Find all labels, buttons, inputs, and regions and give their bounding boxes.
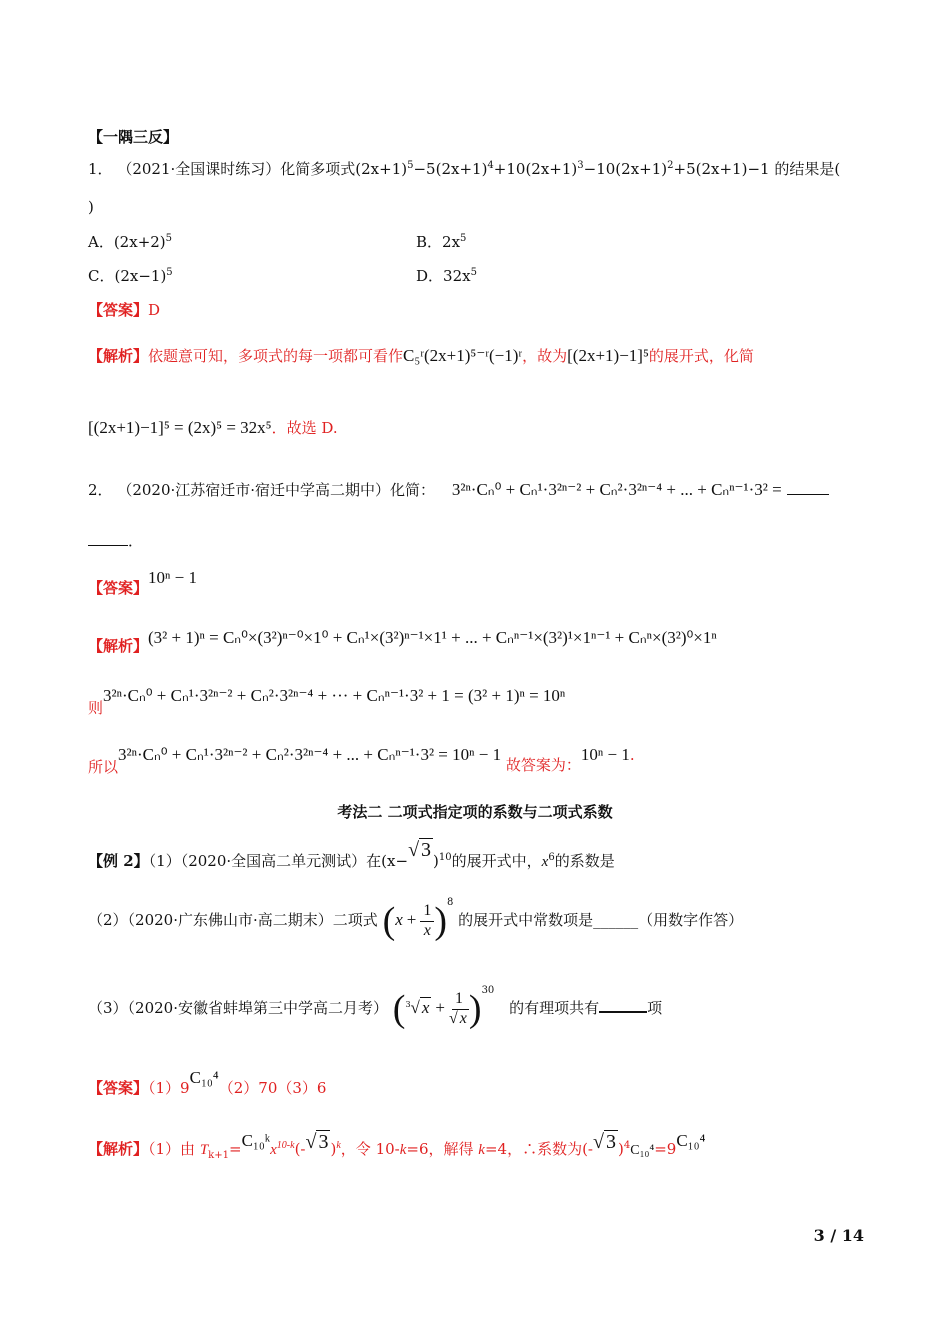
q1-analysis-term2: [(2x+1)−1]⁵	[567, 346, 649, 365]
q2-then-label: 则	[88, 699, 104, 717]
q1-option-b	[416, 233, 466, 251]
q2-answer	[88, 568, 197, 597]
ex2-p1-sqrt-arg: 3	[421, 839, 432, 861]
q1-opt-c-text: C．(2x−1)	[88, 267, 167, 285]
method-heading: 考法二 二项式指定项的系数与二项式系数	[337, 803, 613, 821]
q1-option-a	[88, 233, 172, 251]
q2-answer-blank[interactable]	[787, 494, 829, 495]
q1-opt-a-exp: 5	[165, 233, 173, 244]
ex2-p3-plus: +	[435, 998, 446, 1017]
ex2-p1-source: （2020·全国高二单元测试）	[180, 852, 367, 870]
q1-opt-d-text: D．32x	[416, 267, 471, 285]
q2-source: （2020·江苏宿迁市·宿迁中学高二期中）	[117, 481, 391, 499]
ex2-label: 【例 2】	[88, 852, 149, 870]
ex2-p1-x: x	[541, 854, 549, 870]
q1-analysis-label: 【解析】	[88, 347, 149, 365]
ex2-analysis-g-exp: 4	[623, 1140, 631, 1151]
ex2-analysis-binom3: C₁₀⁴	[676, 1131, 706, 1150]
ex2-analysis-x: x	[270, 1142, 277, 1158]
ex2-analysis-T: T	[199, 1142, 209, 1158]
q2-number: 2．	[88, 481, 113, 499]
section-heading: 【一隅三反】	[88, 128, 179, 146]
ex2-analysis-e: =6，解得	[406, 1140, 479, 1158]
ex2-p1-stem-d: 的系数是	[554, 852, 615, 870]
q1-answer-label: 【答案】	[88, 301, 149, 319]
ex2-answer-label: 【答案】	[88, 1079, 149, 1097]
q1-stem-c: +10(2x+1)	[493, 160, 578, 178]
ex2-p1-stem-a: 在(x−	[366, 852, 409, 870]
q1-source: （2021·全国课时练习）	[117, 160, 281, 178]
ex2-analysis-k2: k	[399, 1142, 407, 1158]
q2-final-value: 10ⁿ − 1	[580, 745, 630, 764]
q1-opt-a-text: A．(2x+2)	[88, 233, 166, 251]
sqrt-icon: √ 3	[593, 1131, 616, 1153]
ex2-part2	[88, 897, 744, 942]
ex2-p1-num: （1）	[148, 852, 181, 870]
ex2-answer	[88, 1068, 327, 1098]
ex2-p3-answer-blank[interactable]	[599, 1011, 647, 1013]
q1-stem-d: −10(2x+1)	[583, 160, 668, 178]
ex2-analysis-c: )	[330, 1140, 337, 1158]
q2-stem-line2	[88, 532, 143, 550]
q2-expression: 3²ⁿ·Cₙ⁰ + Cₙ¹·3²ⁿ⁻² + Cₙ²·3²ⁿ⁻⁴ + ... + Cₙⁿ⁻¹·3² =	[451, 480, 782, 499]
q1-stem-a: 化简多项式(2x+1)	[280, 160, 408, 178]
ex2-p1-stem-b: )	[433, 852, 439, 870]
ex2-analysis-binom: C₁₀ᵏ	[241, 1131, 271, 1150]
q2-so-label: 所以	[88, 758, 119, 776]
ex2-p2-stem-b: 的展开式中常数项是______（用数字作答）	[458, 911, 744, 929]
ex2-analysis-k-exp: k	[336, 1140, 341, 1151]
q1-analysis-b: ，故为	[522, 347, 568, 365]
ex2-p3-num: （3）	[88, 999, 128, 1017]
q2-period: ．	[128, 532, 144, 550]
ex2-answer-3: （3）6	[277, 1079, 327, 1097]
q1-exp4: 4	[487, 160, 494, 171]
q1-opt-c-exp: 5	[166, 267, 173, 278]
ex2-analysis-k3: k	[478, 1142, 485, 1158]
q2-final-label: 故答案为：	[505, 756, 581, 774]
ex2-answer-1: （1）9	[148, 1079, 190, 1097]
ex2-p2-source: （2020·广东佛山市·高二期末）	[127, 911, 333, 929]
q1-answer-value: D	[148, 301, 161, 319]
ex2-p3-stem-b: 的有理项共有	[509, 999, 600, 1017]
ex2-p3-frac-den: x	[459, 1009, 467, 1027]
q2-answer-value: 10ⁿ − 1	[148, 568, 197, 587]
ex2-analysis-eq: =	[228, 1140, 242, 1158]
q2-answer-label: 【答案】	[88, 579, 149, 597]
ex2-p2-num: （2）	[88, 911, 128, 929]
left-paren-icon: (	[392, 988, 406, 1030]
cube-root-icon: √ x	[410, 998, 430, 1017]
q1-stem-e: +5(2x+1)−1 的结果是(	[673, 160, 841, 178]
ex2-analysis-sqrt-arg: 3	[318, 1131, 329, 1153]
ex2-part1	[88, 839, 615, 872]
ex2-analysis	[88, 1131, 706, 1161]
page-number: 3 / 14	[813, 1226, 864, 1245]
ex2-analysis-a: （1）由	[148, 1140, 200, 1158]
q1-stem	[88, 160, 840, 178]
q2-analysis-eq3: 3²ⁿ·Cₙ⁰ + Cₙ¹·3²ⁿ⁻² + Cₙ²·3²ⁿ⁻⁴ + ... + Cₙⁿ⁻¹·3² = 10ⁿ − 1	[118, 745, 502, 764]
q1-answer	[88, 301, 160, 319]
ex2-p2-exp: 8	[447, 897, 454, 908]
ex2-analysis-g: )	[618, 1140, 624, 1158]
q1-exp3: 3	[577, 160, 584, 171]
q2-stem	[88, 480, 829, 500]
ex2-analysis-T-sub: k+1	[208, 1150, 229, 1161]
ex2-analysis-sqrt2-arg: 3	[606, 1131, 616, 1153]
ex2-p2-plus: +	[406, 910, 417, 929]
q1-analysis	[88, 346, 754, 366]
q2-final-period: .	[629, 746, 635, 764]
ex2-part3	[88, 985, 663, 1030]
ex2-p2-frac-num: 1	[420, 902, 434, 921]
q1-analysis-term: C₅ʳ(2x+1)⁵⁻ʳ(−1)ʳ	[403, 346, 523, 365]
right-paren-icon: )	[434, 900, 448, 942]
ex2-p3-exp: 30	[481, 985, 495, 996]
ex2-p3-frac-num: 1	[452, 990, 466, 1009]
ex2-p2-frac-den: x	[423, 921, 431, 939]
q1-opt-b-exp: 5	[460, 233, 467, 244]
ex2-analysis-label: 【解析】	[88, 1140, 149, 1158]
sqrt-icon: √ 3	[408, 839, 432, 861]
q1-number: 1．	[88, 160, 113, 178]
ex2-p2-fraction	[420, 902, 434, 940]
ex2-p1-stem-c: 的展开式中，	[451, 852, 542, 870]
q1-exp2: 2	[667, 160, 674, 171]
q1-exp5: 5	[407, 160, 414, 171]
ex2-p2-x: x	[395, 910, 403, 929]
ex2-answer-2: （2）70	[218, 1079, 278, 1097]
right-paren-icon: )	[468, 988, 482, 1030]
ex2-analysis-x-exp: 10-k	[276, 1140, 295, 1151]
ex2-analysis-d: ，令 10-	[340, 1140, 400, 1158]
q2-stem-text: 化简：	[390, 481, 436, 499]
q1-analysis-a: 依题意可知，多项式的每一项都可看作	[148, 347, 404, 365]
ex2-p1-x-exp: 6	[548, 852, 555, 863]
sqrt-icon: √ 3	[305, 1131, 329, 1153]
ex2-p3-fraction	[449, 990, 469, 1028]
ex2-p2-stem-a: 二项式	[332, 911, 378, 929]
ex2-p3-x: x	[421, 998, 430, 1017]
q1-analysis-end: ．故选 D.	[271, 419, 338, 437]
ex2-answer-1-binom: C₁₀⁴	[189, 1068, 219, 1087]
q1-opt-b-text: B．2x	[416, 233, 461, 251]
q2-answer-blank-cont[interactable]	[88, 545, 128, 546]
q2-analysis	[88, 628, 717, 655]
q1-analysis-eq: [(2x+1)−1]⁵ = (2x)⁵ = 32x⁵	[88, 418, 272, 437]
q2-analysis-eq1: (3² + 1)ⁿ = Cₙ⁰×(3²)ⁿ⁻⁰×1⁰ + Cₙ¹×(3²)ⁿ⁻¹×1¹ + ... + Cₙⁿ⁻¹×(3²)¹×1ⁿ⁻¹ + Cₙⁿ×(3²)⁰×1ⁿ	[148, 628, 717, 647]
ex2-p1-exp: 10	[438, 852, 452, 863]
q1-option-c	[88, 267, 173, 285]
ex2-p3-root-index: 3	[405, 1000, 411, 1009]
ex2-p3-stem-c: 项	[647, 999, 663, 1017]
q2-analysis-so	[88, 745, 635, 776]
ex2-p3-source: （2020·安徽省蚌埠第三中学高二月考）	[127, 999, 388, 1017]
q1-stem-close: )	[88, 198, 94, 216]
sqrt-icon: √ x	[449, 1009, 467, 1027]
q1-opt-d-exp: 5	[470, 267, 477, 278]
q1-analysis-line2	[88, 418, 338, 438]
ex2-analysis-h: =9	[654, 1140, 677, 1158]
ex2-analysis-binom2: C₁₀⁴	[630, 1143, 655, 1158]
q1-stem-b: −5(2x+1)	[413, 160, 488, 178]
ex2-analysis-b: (-	[294, 1140, 306, 1158]
q1-option-d	[416, 267, 477, 285]
q2-analysis-eq2: 3²ⁿ·Cₙ⁰ + Cₙ¹·3²ⁿ⁻² + Cₙ²·3²ⁿ⁻⁴ + ··· + Cₙⁿ⁻¹·3² + 1 = (3² + 1)ⁿ = 10ⁿ	[103, 686, 566, 705]
q1-analysis-c: 的展开式，化简	[648, 347, 754, 365]
q2-analysis-label: 【解析】	[88, 637, 149, 655]
ex2-analysis-f: =4，∴系数为(-	[484, 1140, 594, 1158]
q2-analysis-then	[88, 686, 566, 717]
left-paren-icon: (	[382, 900, 396, 942]
